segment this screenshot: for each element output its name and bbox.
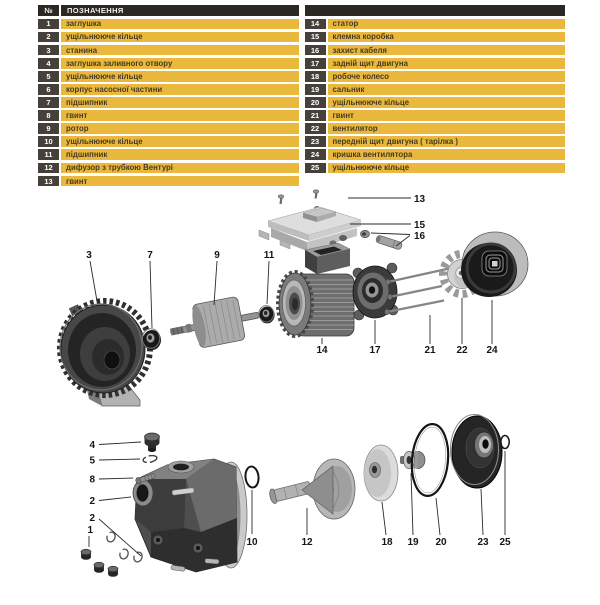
part-name: робоче колесо (328, 71, 566, 82)
part-name: ущільнююче кільце (61, 136, 299, 147)
column-header-number: № (38, 5, 59, 16)
part-number: 9 (38, 123, 59, 134)
seal-rings-2-part (106, 531, 144, 563)
callout-10: 10 (246, 537, 258, 548)
part-name: станина (61, 45, 299, 56)
part-number: 5 (38, 71, 59, 82)
table-row (38, 45, 299, 56)
callout-2a: 2 (89, 496, 95, 507)
part-name: заглушка (61, 19, 299, 30)
part-number: 22 (305, 123, 326, 134)
table-row (305, 45, 566, 56)
callout-1: 1 (87, 525, 93, 536)
part-name: статор (328, 19, 566, 30)
table-row (305, 123, 566, 134)
table-row (38, 176, 299, 187)
part-number: 11 (38, 149, 59, 160)
callout-19: 19 (407, 537, 419, 548)
part-number: 24 (305, 149, 326, 160)
callout-15: 15 (414, 220, 426, 231)
part-name: гвинт (61, 110, 299, 121)
part-number: 3 (38, 45, 59, 56)
part-number: 14 (305, 19, 326, 30)
callout-13: 13 (414, 194, 426, 205)
table-row (305, 136, 566, 147)
table-row (305, 163, 566, 174)
callout-21: 21 (424, 345, 436, 356)
part-name: гвинт (328, 110, 566, 121)
callout-2b: 2 (89, 513, 95, 524)
part-number: 18 (305, 71, 326, 82)
part-number: 25 (305, 163, 326, 174)
part-number: 1 (38, 19, 59, 30)
part-number: 8 (38, 110, 59, 121)
table-row (38, 149, 299, 160)
callout-18: 18 (381, 537, 393, 548)
legend-right-column (305, 5, 566, 189)
part-name: ущільнююче кільце (328, 97, 566, 108)
callout-12: 12 (301, 537, 313, 548)
stator-part (278, 243, 354, 336)
part-name: ущільнююче кільце (328, 163, 566, 174)
filler-plug-part (145, 433, 160, 452)
table-row (38, 71, 299, 82)
callout-14: 14 (316, 345, 328, 356)
table-row (38, 110, 299, 121)
rotor-part (166, 293, 263, 353)
part-name: захист кабеля (328, 45, 566, 56)
impeller-part (364, 445, 398, 501)
part-number: 12 (38, 163, 59, 174)
part-number: 6 (38, 84, 59, 95)
legend-header-bar (305, 5, 566, 16)
part-name: вентилятор (328, 123, 566, 134)
column-header-designation: ПОЗНАЧЕННЯ (61, 5, 299, 16)
table-row (305, 19, 566, 30)
parts-legend (38, 5, 565, 189)
table-row (305, 97, 566, 108)
part-number: 2 (38, 32, 59, 43)
part-name: задній щит двигуна (328, 58, 566, 69)
part-number: 13 (38, 176, 59, 187)
part-name: ущільнююче кільце (61, 32, 299, 43)
part-name: корпус насосної частини (61, 84, 299, 95)
callout-23: 23 (477, 537, 489, 548)
exploded-view-diagram (0, 188, 600, 600)
callout-24: 24 (486, 345, 498, 356)
o-ring-25-part (501, 436, 509, 449)
o-ring-10-part (244, 466, 259, 488)
callout-5: 5 (89, 455, 95, 467)
part-number: 7 (38, 97, 59, 108)
part-name: підшипник (61, 149, 299, 160)
table-row (305, 110, 566, 121)
part-number: 17 (305, 58, 326, 69)
callout-4: 4 (89, 440, 95, 451)
part-name: дифузор з трубкою Вентурі (61, 163, 299, 174)
part-name: клемна коробка (328, 32, 566, 43)
table-row (305, 84, 566, 95)
callout-7: 7 (147, 250, 153, 261)
callout-8: 8 (89, 474, 95, 486)
callout-25: 25 (499, 537, 511, 548)
part-name: ротор (61, 123, 299, 134)
part-number: 16 (305, 45, 326, 56)
table-row (38, 32, 299, 43)
part-number: 20 (305, 97, 326, 108)
part-name: кришка вентилятора (328, 149, 566, 160)
table-row (305, 71, 566, 82)
table-row (305, 149, 566, 160)
table-row (38, 163, 299, 174)
diffuser-part (268, 459, 355, 519)
table-row (38, 136, 299, 147)
table-row (38, 123, 299, 134)
legend-left-column (38, 5, 299, 189)
part-name: заглушка заливного отвору (61, 58, 299, 69)
seal-ring-5-part (142, 454, 157, 463)
table-row (305, 58, 566, 69)
front-shield-part (451, 415, 503, 489)
callout-17: 17 (369, 345, 381, 356)
table-row (38, 19, 299, 30)
part-number: 4 (38, 58, 59, 69)
table-row (38, 84, 299, 95)
stand-part (60, 301, 150, 406)
part-number: 19 (305, 84, 326, 95)
part-name: ущільнююче кільце (61, 71, 299, 82)
part-name: сальник (328, 84, 566, 95)
plugs-1-part (81, 549, 118, 577)
part-name: передній щит двигуна ( тарілка ) (328, 136, 566, 147)
part-number: 23 (305, 136, 326, 147)
callout-3: 3 (86, 250, 92, 261)
fan-cover-part (461, 232, 528, 297)
part-name: гвинт (61, 176, 299, 187)
part-number: 15 (305, 32, 326, 43)
table-row (305, 32, 566, 43)
table-row (38, 58, 299, 69)
part-number: 21 (305, 110, 326, 121)
callout-22: 22 (456, 345, 468, 356)
part-name: підшипник (61, 97, 299, 108)
callout-11: 11 (263, 250, 275, 261)
callout-16: 16 (414, 231, 426, 242)
bearing-11-part (259, 306, 275, 324)
part-number: 10 (38, 136, 59, 147)
callout-9: 9 (214, 250, 220, 261)
terminal-box-part (259, 207, 361, 251)
table-row (38, 97, 299, 108)
legend-header (38, 5, 299, 16)
callout-20: 20 (435, 537, 447, 548)
